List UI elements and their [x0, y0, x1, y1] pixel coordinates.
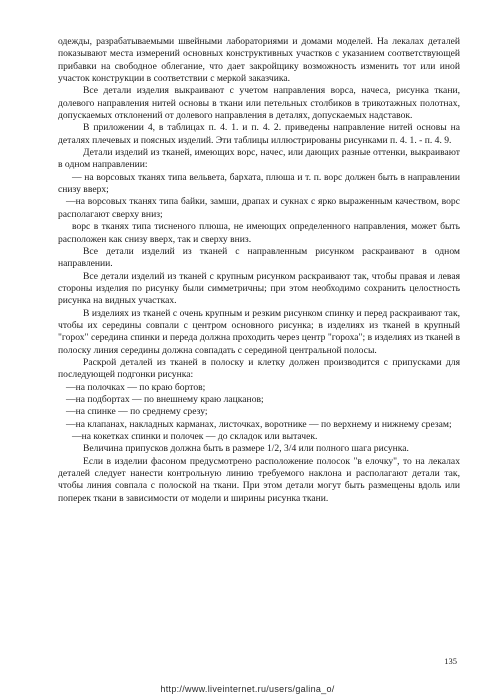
document-page	[58, 36, 460, 505]
list-item-front-panels: —на полочках — по краю бортов;	[66, 381, 206, 393]
list-item-velvet: — на ворсовых тканях типа вельвета, бархата, плюша и т. п. ворс должен быть в направлении снизу вверх;	[58, 171, 460, 196]
page-number: 135	[444, 656, 457, 666]
paragraph-8: Раскрой деталей из тканей в полоску и клетку должен производится с припусками для последующей подгонки рисунка:	[58, 356, 460, 381]
list-item-facings: —на подбортах — по внешнему краю лацканов;	[66, 393, 264, 405]
list-item-embossed-plush: ворс в тканях типа тисненого плюша, не имеющих определенного направления, может быть расположен как снизу вверх, так и сверху вниз.	[58, 221, 460, 245]
list-item-flannel: —на ворсовых тканях типа байки, замши, драпах и сукнах с ярко выраженным качеством, ворс располагают сверху вниз;	[58, 196, 460, 220]
paragraph-10: Если в изделии фасоном предусмотрено расположение полосок "в елочку", то на лекалах деталей следует нанести контрольную линию требуемого наклона и располагают детали так, чтобы линия совпала с полоской на ткани. При этом детали могут быть размещены вдоль или поперек ткани в зависимости от модели и ширины рисунка ткани.	[58, 455, 460, 504]
paragraph-4: Детали изделий из тканей, имеющих ворс, начес, или дающих разные оттенки, выкраивают в одном направлении:	[58, 147, 460, 171]
paragraph-7: В изделиях из тканей с очень крупным и резким рисунком спинку и перед раскраивают так, чтобы их середины совпали с центром основного рисунка; в изделиях из тканей в крупный "горох" середина спинки и переда должна проходить через центр "гороха"; в изделиях из тканей в полоску линия середины должна совпадать с серединой центральной полосы.	[58, 307, 460, 356]
paragraph-6: Все детали изделий из тканей с крупным рисунком раскраивают так, чтобы правая и левая стороны изделия по рисунку были симметричны; при этом необходимо сохранить целостность рисунка на видных участках.	[58, 270, 460, 307]
paragraph-5: Все детали изделий из тканей с направленным рисунком раскраивают в одном направлении.	[58, 245, 460, 270]
paragraph-3: В приложении 4, в таблицах п. 4. 1. и п. 4. 2. приведены направление нитей основы на деталях плечевых и поясных изделий. Эти таблицы иллюстрированы рисунками п. 4. 1. - п. 4. 9.	[58, 122, 460, 146]
list-item-flaps: —на клапанах, накладных карманах, листочках, воротнике — по верхнему и нижнему срезам;	[66, 418, 452, 430]
list-item-back: —на спинке — по среднему срезу;	[66, 406, 208, 418]
paragraph-1: одежды, разрабатываемыми швейными лабораториями и домами моделей. На лекалах деталей показывают места измерений основных конструктивных участков с указанием соответствующей прибавки на свободное облегание, что дает закройщику возможность изменить тот или иной участок конструкции в соответствии с меркой заказчика.	[58, 36, 460, 85]
paragraph-2: Все детали изделия выкраивают с учетом направления ворса, начеса, рисунка ткани, долевого направления нитей основы в ткани или петельных столбиков в трикотажных полотнах, допускаемых отклонений от долевого направления в деталях, допускаемых надставок.	[58, 85, 460, 122]
list-item-yokes: —на кокетках спинки и полочек — до складок или вытачек.	[72, 431, 318, 442]
watermark-url: http://www.liveinternet.ru/users/galina_o/	[160, 684, 335, 694]
paragraph-9: Величина припусков должна быть в размере 1/2, 3/4 или полного шага рисунка.	[83, 443, 409, 455]
